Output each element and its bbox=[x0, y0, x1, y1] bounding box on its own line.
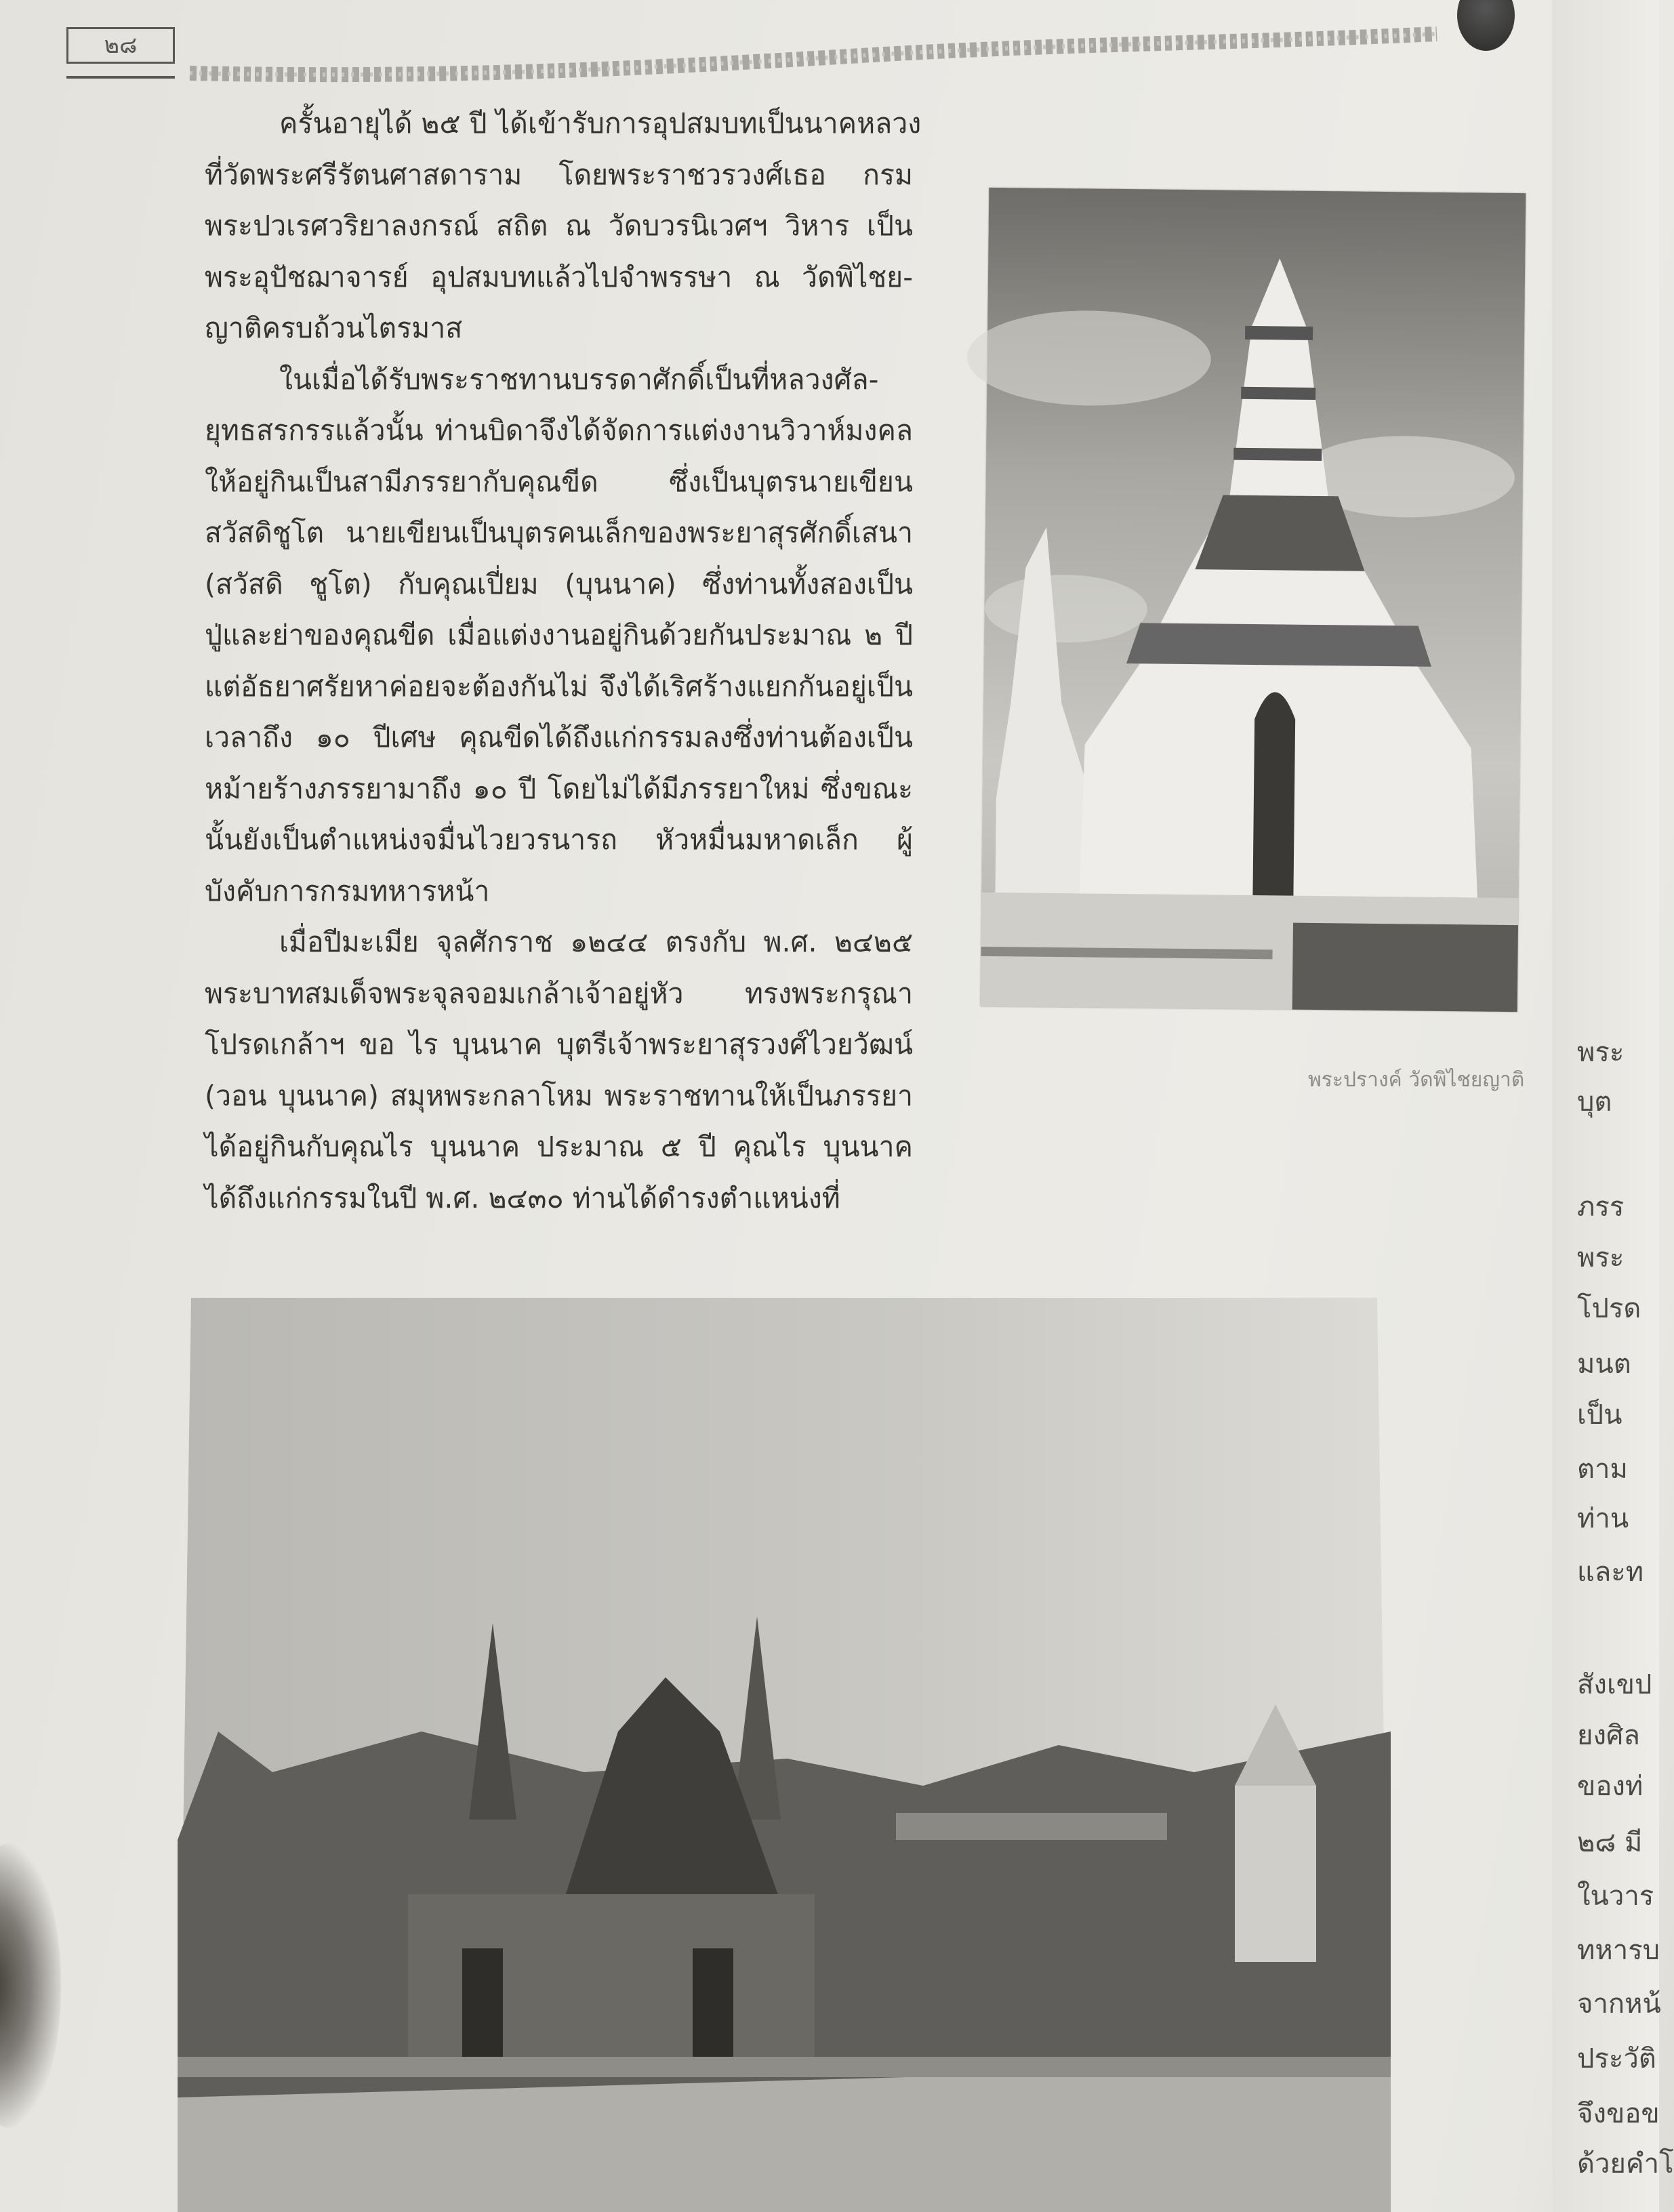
text-line: ที่วัดพระศรีรัตนศาสดาราม โดยพระราชวรวงศ์เธอ กรม bbox=[205, 158, 913, 191]
text-line: ครั้นอายุได้ ๒๕ ปี ได้เข้ารับการอุปสมบทเป็นนาคหลวง bbox=[279, 107, 922, 140]
text-line: บังคับการกรมทหารหน้า bbox=[205, 874, 490, 907]
facing-page-line: ทหารบ bbox=[1577, 1935, 1660, 1966]
text-line: (สวัสดิ ชูโต) กับคุณเปี่ยม (บุนนาค) ซึ่งท่านทั้งสองเป็น bbox=[205, 567, 913, 600]
hand-shadow bbox=[0, 1843, 61, 2128]
text-line: พระบาทสมเด็จพระจุลจอมเกล้าเจ้าอยู่หัว ทรงพระกรุณา bbox=[205, 977, 913, 1010]
facing-page-line: พระ bbox=[1577, 1242, 1625, 1273]
photo-caption: พระปรางค์ วัดพิไชยญาติ bbox=[1308, 1068, 1525, 1092]
facing-page-line: จากหน้ bbox=[1577, 1988, 1661, 2020]
text-line: หม้ายร้างภรรยามาถึง ๑๐ ปี โดยไม่ได้มีภรรยาใหม่ ซึ่งขณะ bbox=[205, 772, 913, 805]
text-line: สวัสดิชูโต นายเขียนเป็นบุตรคนเล็กของพระยาสุรศักดิ์เสนา bbox=[205, 516, 913, 549]
facing-page-line: เป็น bbox=[1577, 1399, 1622, 1431]
text-line: ในเมื่อได้รับพระราชทานบรรดาศักดิ์เป็นที่หลวงศัล- bbox=[279, 363, 879, 396]
text-line: ญาติครบถ้วนไตรมาส bbox=[205, 312, 463, 344]
text-line: พระอุปัชฌาจารย์ อุปสมบทแล้วไปจำพรรษา ณ วัดพิไชย- bbox=[205, 260, 913, 293]
text-line: ได้อยู่กินกับคุณไร บุนนาค ประมาณ ๕ ปี คุณไร บุนนาค bbox=[205, 1130, 913, 1163]
text-line: แต่อัธยาศรัยหาค่อยจะต้องกันไม่ จึงได้เริศร้างแยกกันอยู่เป็น bbox=[205, 670, 913, 703]
facing-page-line: โปรด bbox=[1577, 1293, 1641, 1324]
portrait-fragment bbox=[1457, 0, 1515, 51]
facing-page-line: ประวัติ bbox=[1577, 2043, 1656, 2074]
facing-page-line: ภรร bbox=[1577, 1191, 1625, 1223]
facing-page-line: ยงศิล bbox=[1577, 1720, 1640, 1751]
temple-prang-photo bbox=[981, 188, 1526, 1012]
ornamental-border bbox=[183, 14, 1457, 88]
facing-page-line: สังเขป bbox=[1577, 1669, 1652, 1700]
facing-page-line: พระ bbox=[1577, 1037, 1625, 1068]
text-line: ได้ถึงแก่กรรมในปี พ.ศ. ๒๔๓๐ ท่านได้ดำรงตำแหน่งที่ bbox=[205, 1181, 840, 1214]
page-number-underline bbox=[66, 76, 175, 79]
facing-page-line: ๒๘ มี bbox=[1577, 1827, 1643, 1858]
facing-page-line: ในวาร bbox=[1577, 1881, 1654, 1912]
text-line: ปู่และย่าของคุณขีด เมื่อแต่งงานอยู่กินด้วยกันประมาณ ๒ ปี bbox=[205, 619, 913, 651]
body-text-column bbox=[205, 98, 922, 1224]
facing-page-line: ของท่ bbox=[1577, 1771, 1644, 1802]
facing-page-line: จึงขอข bbox=[1577, 2098, 1660, 2129]
text-line: เวลาถึง ๑๐ ปีเศษ คุณขีดได้ถึงแก่กรรมลงซึ่งท่านต้องเป็น bbox=[205, 721, 913, 754]
facing-page-line: ด้วยคำโ bbox=[1577, 2148, 1674, 2179]
facing-page-line: ตาม bbox=[1577, 1454, 1628, 1485]
facing-page-line: และท bbox=[1577, 1557, 1644, 1588]
text-line: นั้นยังเป็นตำแหน่งจมื่นไวยวรนารถ หัวหมื่นมหาดเล็ก ผู้ bbox=[205, 823, 913, 856]
facing-page-line: ท่าน bbox=[1577, 1503, 1629, 1534]
text-line: เมื่อปีมะเมีย จุลศักราช ๑๒๔๔ ตรงกับ พ.ศ. ๒๔๒๕ bbox=[279, 926, 913, 958]
text-line: พระปวเรศวริยาลงกรณ์ สถิต ณ วัดบวรนิเวศฯ วิหาร เป็น bbox=[205, 209, 913, 242]
facing-page-line: มนต bbox=[1577, 1349, 1631, 1380]
text-line: โปรดเกล้าฯ ขอ ไร บุนนาค บุตรีเจ้าพระยาสุรวงศ์ไวยวัฒน์ bbox=[205, 1028, 913, 1061]
text-line: ให้อยู่กินเป็นสามีภรรยากับคุณขีด ซึ่งเป็นบุตรนายเขียน bbox=[205, 465, 913, 498]
temple-compound-photo bbox=[178, 1298, 1397, 2212]
text-line: (วอน บุนนาค) สมุหพระกลาโหม พระราชทานให้เป็นภรรยา bbox=[205, 1079, 913, 1112]
facing-page-line: บุต bbox=[1577, 1086, 1612, 1118]
page-number: ๒๘ bbox=[66, 27, 175, 64]
text-line: ยุทธสรกรรแล้วนั้น ท่านบิดาจึงได้จัดการแต่งงานวิวาห์มงคล bbox=[205, 414, 913, 447]
